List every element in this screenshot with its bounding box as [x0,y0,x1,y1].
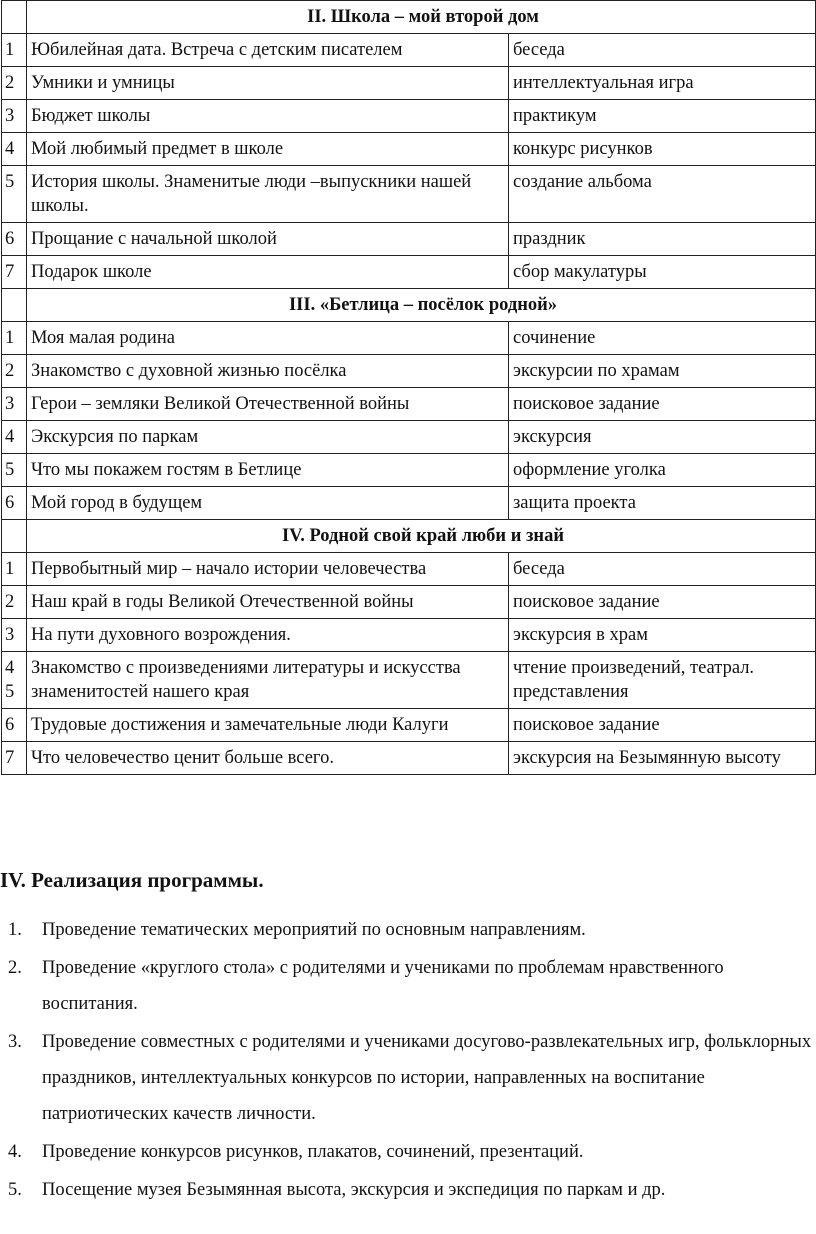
row-topic: Подарок школе [27,256,509,289]
list-item-text: Посещение музея Безымянная высота, экскурсия и экспедиция по паркам и др. [42,1180,666,1200]
row-topic: Наш край в годы Великой Отечественной войны [27,586,509,619]
table-row [2,322,816,355]
row-number: 5 [2,454,27,487]
table-row [2,742,816,775]
list-item [0,1172,816,1208]
row-number: 4 [2,133,27,166]
row-number: 1 [2,553,27,586]
table-row [2,355,816,388]
row-number: 3 [2,388,27,421]
row-number: 5 [2,166,27,223]
row-number: 6 [2,223,27,256]
row-topic: На пути духовного возрождения. [27,619,509,652]
list-item-text: Проведение «круглого стола» с родителями и учениками по проблемам нравственного воспитания. [42,958,724,1014]
row-form: праздник [509,223,816,256]
row-number: 7 [2,742,27,775]
table-row [2,652,816,709]
implementation-title: IV. Реализация программы. [0,868,264,892]
table-row [2,709,816,742]
list-item [0,1134,816,1170]
row-topic: Юбилейная дата. Встреча с детским писателем [27,34,509,67]
row-topic: История школы. Знаменитые люди –выпускники нашей школы. [27,166,509,223]
list-item-number: 2. [8,958,22,978]
table-row [2,166,816,223]
section-header-row [2,520,816,553]
table-row [2,553,816,586]
table-row [2,133,816,166]
table-row [2,223,816,256]
implementation-list [0,912,816,1210]
row-form: поисковое задание [509,388,816,421]
section-title: III. «Бетлица – посёлок родной» [27,289,816,322]
row-topic: Бюджет школы [27,100,509,133]
row-form: защита проекта [509,487,816,520]
section-title: II. Школа – мой второй дом [27,1,816,34]
table-row [2,100,816,133]
row-number: 6 [2,487,27,520]
table-row [2,487,816,520]
row-topic: Мой любимый предмет в школе [27,133,509,166]
row-form: экскурсия на Безымянную высоту [509,742,816,775]
table-row [2,256,816,289]
row-form: конкурс рисунков [509,133,816,166]
row-topic: Знакомство с духовной жизнью посёлка [27,355,509,388]
row-topic: Трудовые достижения и замечательные люди Калуги [27,709,509,742]
list-item-number: 1. [8,920,22,940]
table-row [2,421,816,454]
list-item-text: Проведение тематических мероприятий по основным направлениям. [42,920,586,940]
section-header-row [2,289,816,322]
row-topic: Прощание с начальной школой [27,223,509,256]
row-form: оформление уголка [509,454,816,487]
program-table [1,0,816,775]
row-number: 1 [2,322,27,355]
list-item-number: 3. [8,1032,22,1052]
row-number: 2 [2,355,27,388]
row-topic: Герои – земляки Великой Отечественной войны [27,388,509,421]
row-form: поисковое задание [509,586,816,619]
row-form: экскурсия в храм [509,619,816,652]
table-row [2,586,816,619]
row-topic: Экскурсия по паркам [27,421,509,454]
row-number: 6 [2,709,27,742]
row-form: создание альбома [509,166,816,223]
row-topic: Умники и умницы [27,67,509,100]
row-number: 2 [2,586,27,619]
list-item-number: 5. [8,1180,22,1200]
row-form: интеллектуальная игра [509,67,816,100]
row-topic: Что мы покажем гостям в Бетлице [27,454,509,487]
section-header-row [2,1,816,34]
list-item-number: 4. [8,1142,22,1162]
row-form: практикум [509,100,816,133]
row-topic: Знакомство с произведениями литературы и искусства знаменитостей нашего края [27,652,509,709]
row-topic: Первобытный мир – начало истории человечества [27,553,509,586]
row-form: беседа [509,553,816,586]
section-title: IV. Родной свой край люби и знай [27,520,816,553]
list-item [0,950,816,1022]
row-number: 4 5 [2,652,27,709]
row-topic: Мой город в будущем [27,487,509,520]
table-row [2,67,816,100]
row-number: 3 [2,100,27,133]
list-item-text: Проведение совместных с родителями и учениками досугово-развлекательных игр, фольклорных праздников, интеллектуальных конкурсов по истории, направленных на воспитание патриотических качеств личности. [42,1032,812,1124]
list-item-text: Проведение конкурсов рисунков, плакатов, сочинений, презентаций. [42,1142,584,1162]
row-number: 3 [2,619,27,652]
list-item [0,912,816,948]
row-number: 2 [2,67,27,100]
row-form: экскурсия [509,421,816,454]
row-topic: Что человечество ценит больше всего. [27,742,509,775]
row-number: 7 [2,256,27,289]
list-item [0,1024,816,1132]
row-form: сбор макулатуры [509,256,816,289]
row-number: 4 [2,421,27,454]
row-form: сочинение [509,322,816,355]
table-row [2,454,816,487]
row-form: беседа [509,34,816,67]
row-topic: Моя малая родина [27,322,509,355]
table-row [2,34,816,67]
row-number: 1 [2,34,27,67]
table-row [2,619,816,652]
table-row [2,388,816,421]
row-form: чтение произведений, театрал. представления [509,652,816,709]
row-form: поисковое задание [509,709,816,742]
row-form: экскурсии по храмам [509,355,816,388]
